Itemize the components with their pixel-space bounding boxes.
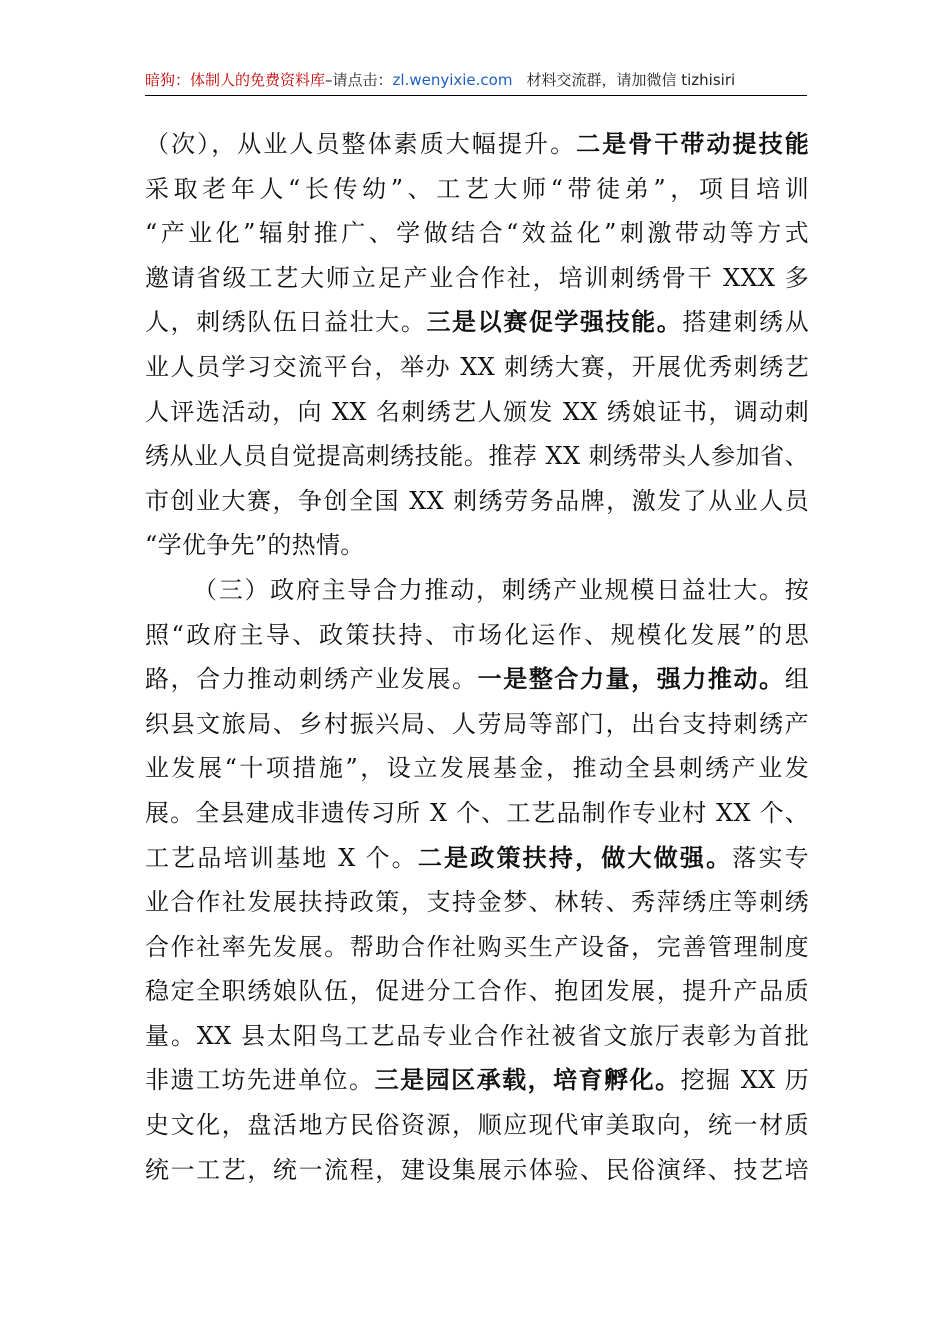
body-text-segment: 工艺品培训基地 X 个。	[145, 843, 418, 872]
body-text-segment: 采取老年人“长传幼”、工艺大师“带徒弟”，项目培训	[145, 174, 809, 203]
text-line	[145, 1014, 809, 1059]
bold-heading-text: 三是以赛促学强技能。	[426, 307, 683, 337]
text-line	[145, 1103, 809, 1148]
body-text-segment: 史文化，盘活地方民俗资源，顺应现代审美取向，统一材质	[145, 1111, 809, 1140]
body-text-segment: “学优争先”的热情。	[145, 531, 365, 560]
body-text-segment: 落实专	[732, 843, 809, 872]
text-line	[145, 1148, 809, 1193]
body-text-segment: 业合作社发展扶持政策，支持金梦、林转、秀萍绣庄等刺绣	[145, 888, 809, 917]
text-line	[145, 568, 809, 613]
text-line	[145, 925, 809, 970]
text-line	[145, 256, 809, 301]
body-text-segment: 搭建刺绣从	[682, 308, 809, 337]
text-line	[145, 702, 809, 747]
text-line	[145, 345, 809, 390]
header-click-label: –请点击：	[325, 71, 393, 89]
text-line	[145, 211, 809, 256]
bold-heading-text: 一是整合力量，强力推动。	[477, 664, 785, 694]
body-text-segment: 统一工艺，统一流程，建设集展示体验、民俗演绎、技艺培	[145, 1155, 809, 1184]
text-line	[145, 969, 809, 1014]
body-text-segment: 组	[784, 665, 809, 694]
body-text-segment: 照“政府主导、政策扶持、市场化运作、规模化发展”的思	[145, 620, 809, 649]
body-text-segment: 展。全县建成非遗传习所 X 个、工艺品制作专业村 XX 个、	[145, 798, 809, 827]
body-text-segment: 人评选活动，向 XX 名刺绣艺人颁发 XX 绣娘证书，调动刺	[145, 397, 809, 426]
body-text-segment: 邀请省级工艺大师立足产业合作社，培训刺绣骨干 XXX 多	[145, 263, 809, 292]
body-text-segment: 绣从业人员自觉提高刺绣技能。推荐 XX 刺绣带头人参加省、	[145, 442, 809, 471]
body-text-segment: 路，合力推动刺绣产业发展。	[145, 665, 478, 694]
text-line	[145, 523, 809, 568]
body-text-segment: 挖掘 XX 历	[680, 1066, 809, 1095]
header-divider	[145, 95, 807, 96]
text-line	[145, 434, 809, 479]
text-line	[145, 791, 809, 836]
bold-heading-text: 二是政策扶持，做大做强。	[417, 842, 733, 872]
text-line	[145, 122, 809, 167]
text-line	[145, 479, 809, 524]
body-text-segment: （次），从业人员整体素质大幅提升。	[145, 130, 577, 158]
text-line	[145, 746, 809, 791]
text-line	[145, 880, 809, 925]
header-group-text: 材料交流群，请加微信 tizhisiri	[526, 71, 736, 89]
body-text-segment: 合作社率先发展。帮助合作社购买生产设备，完善管理制度	[145, 932, 809, 961]
page-header	[145, 66, 807, 94]
text-line	[145, 1058, 809, 1103]
body-text-segment: 量。XX 县太阳鸟工艺品专业合作社被省文旅厅表彰为首批	[145, 1021, 809, 1050]
body-text-segment: 市创业大赛，争创全国 XX 刺绣劳务品牌，激发了从业人员	[145, 486, 809, 515]
text-line	[145, 300, 809, 345]
text-line	[145, 167, 809, 212]
body-text-segment: 业人员学习交流平台，举办 XX 刺绣大赛，开展优秀刺绣艺	[145, 352, 809, 381]
header-brand: 暗狗：体制人的免费资料库	[145, 71, 326, 89]
text-line	[145, 613, 809, 658]
text-line	[145, 390, 809, 435]
body-text-segment: 稳定全职绣娘队伍，促进分工合作、抱团发展，提升产品质	[145, 977, 809, 1006]
bold-heading-text: 二是骨干带动提技能	[576, 129, 809, 158]
body-text-segment: 人，刺绣队伍日益壮大。	[145, 308, 427, 337]
body-text-segment: 织县文旅局、乡村振兴局、人劳局等部门，出台支持刺绣产	[145, 709, 809, 738]
header-link[interactable]: zl.wenyixie.com	[392, 71, 513, 89]
body-text-segment: “产业化”辐射推广、学做结合“效益化”刺激带动等方式	[145, 219, 809, 248]
text-line	[145, 657, 809, 702]
text-line	[145, 836, 809, 881]
bold-heading-text: 三是园区承载，培育孵化。	[374, 1065, 681, 1095]
body-text-segment: 非遗工坊先进单位。	[145, 1066, 375, 1095]
body-text-segment: （三）政府主导合力推动，刺绣产业规模日益壮大。按	[193, 575, 809, 604]
document-body	[145, 122, 809, 1192]
body-text-segment: 业发展“十项措施”，设立发展基金，推动全县刺绣产业发	[145, 754, 809, 783]
